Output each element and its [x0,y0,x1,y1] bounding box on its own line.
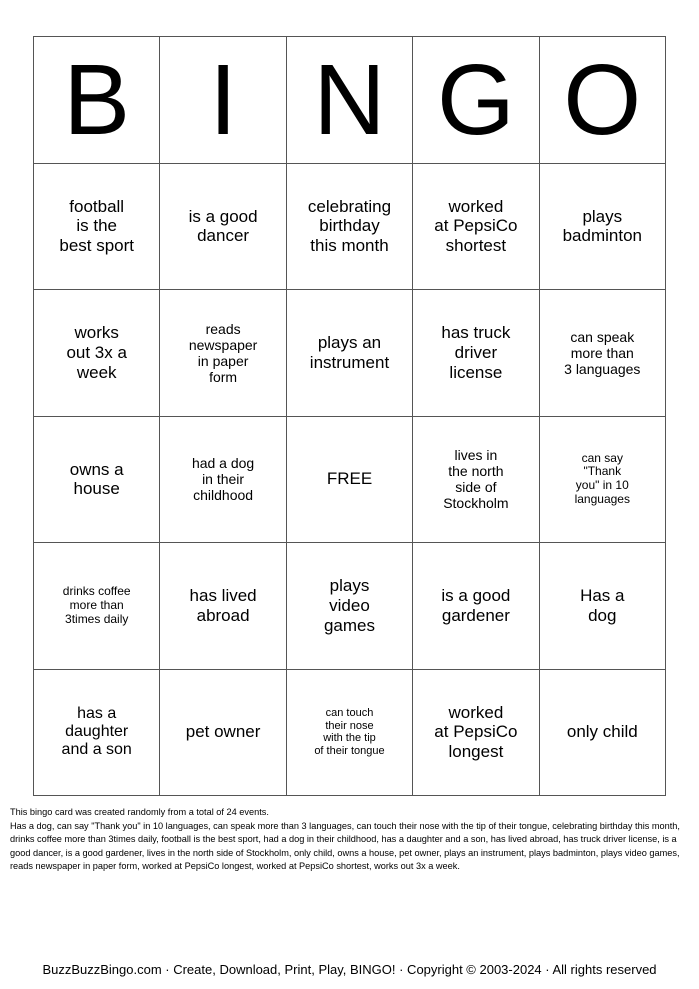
bingo-cell: can speak more than 3 languages [540,290,666,417]
bingo-cell: plays video games [287,543,413,670]
bingo-cell: has truck driver license [413,290,539,417]
header-letter-o: O [540,37,666,164]
card-info-events: Has a dog, can say "Thank you" in 10 languages, can speak more than 3 languages, can touch their nose with the tip of their tongue, celebrating birthday this month, drinks coffee more than 3times daily, football is the best sport, had a dog in their childhood, has a daughter and a son, has lived abroad, has truck driver license, is a good dancer, is a good gardener, lives in the north side of Stockholm, only child, owns a house, pet owner, plays an instrument, plays badminton, plays video games, reads newspaper in paper form, worked at PepsiCo longest, worked at PepsiCo shortest, works out 3x a week. [10,820,680,871]
bingo-cell: has a daughter and a son [34,670,160,797]
bingo-cell-free: FREE [287,417,413,544]
header-letter-i: I [160,37,286,164]
bingo-cell: lives in the north side of Stockholm [413,417,539,544]
bingo-cell: football is the best sport [34,164,160,291]
bingo-cell: had a dog in their childhood [160,417,286,544]
header-letter-b: B [34,37,160,164]
bingo-cell: is a good gardener [413,543,539,670]
bingo-cell: has lived abroad [160,543,286,670]
page-footer: BuzzBuzzBingo.com · Create, Download, Print, Play, BINGO! · Copyright © 2003-2024 · All rights reserved [42,962,657,977]
header-letter-g: G [413,37,539,164]
bingo-cell: worked at PepsiCo shortest [413,164,539,291]
bingo-cell: can touch their nose with the tip of their tongue [287,670,413,797]
bingo-cell: celebrating birthday this month [287,164,413,291]
bingo-cell: works out 3x a week [34,290,160,417]
bingo-cell: is a good dancer [160,164,286,291]
card-info-summary: This bingo card was created randomly from a total of 24 events. [10,807,269,817]
bingo-cell: Has a dog [540,543,666,670]
bingo-cell: drinks coffee more than 3times daily [34,543,160,670]
bingo-cell: plays an instrument [287,290,413,417]
bingo-cell: can say "Thank you" in 10 languages [540,417,666,544]
bingo-cell: reads newspaper in paper form [160,290,286,417]
bingo-cell: worked at PepsiCo longest [413,670,539,797]
bingo-cell: owns a house [34,417,160,544]
bingo-card [33,36,666,796]
bingo-cell: pet owner [160,670,286,797]
header-letter-n: N [287,37,413,164]
card-info [10,806,685,874]
bingo-cell: plays badminton [540,164,666,291]
bingo-cell: only child [540,670,666,797]
